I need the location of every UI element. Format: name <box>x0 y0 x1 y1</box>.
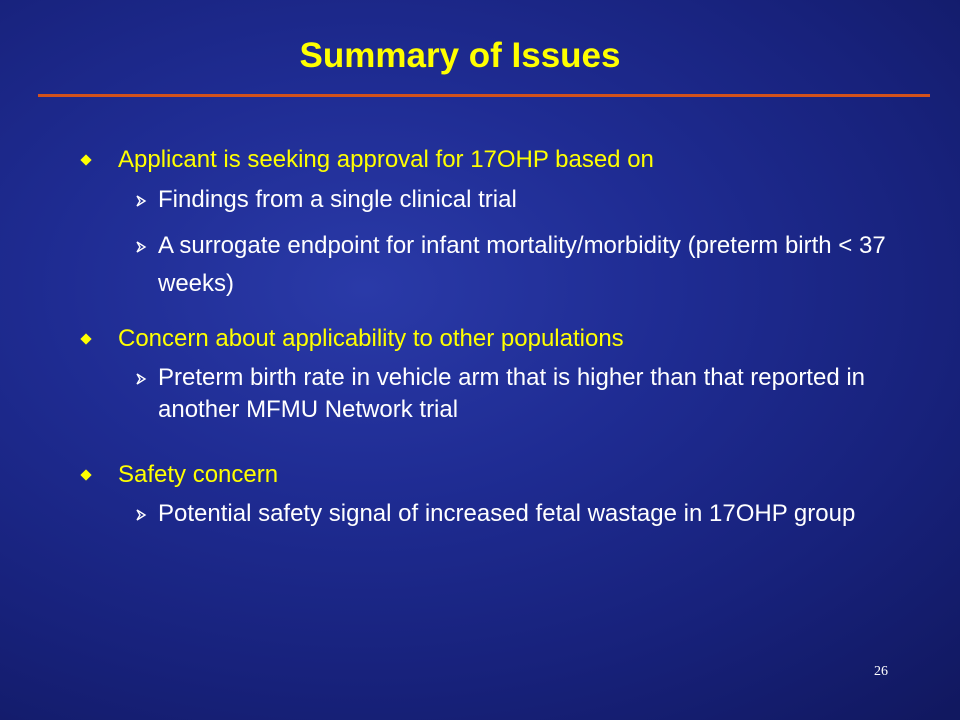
diamond-bullet-icon <box>80 154 91 165</box>
diamond-bullet-icon <box>80 469 91 480</box>
bullet-text: Applicant is seeking approval for 17OHP based on <box>118 146 654 173</box>
arrow-bullet-icon <box>135 373 149 387</box>
bullet-heading <box>78 458 898 492</box>
bullet-heading <box>78 322 898 356</box>
title-divider <box>38 94 930 97</box>
arrow-bullet-icon <box>135 241 149 255</box>
sub-item <box>78 183 898 217</box>
bullet-item <box>78 322 898 426</box>
page-number: 26 <box>874 664 888 679</box>
bullet-text: Safety concern <box>118 461 279 488</box>
sub-item <box>78 362 898 426</box>
sub-item-text: Findings from a single clinical trial <box>158 186 517 213</box>
slide-title: Summary of Issues <box>299 36 621 75</box>
bullet-item <box>78 143 898 303</box>
bullet-text: Concern about applicability to other populations <box>118 325 624 352</box>
sub-item-text: A surrogate endpoint for infant mortality/morbidity (preterm birth < 37 weeks) <box>158 232 886 297</box>
sub-item-text: Potential safety signal of increased fetal wastage in 17OHP group <box>158 500 856 527</box>
bullet-item <box>78 458 898 530</box>
sub-item-text: Preterm birth rate in vehicle arm that is higher than that reported in another MFMU Network trial <box>158 364 866 423</box>
sub-item <box>78 498 898 530</box>
sub-item <box>78 227 898 303</box>
arrow-bullet-icon <box>135 509 149 523</box>
arrow-bullet-icon <box>135 195 149 209</box>
diamond-bullet-icon <box>80 333 91 344</box>
bullet-heading <box>78 143 898 177</box>
